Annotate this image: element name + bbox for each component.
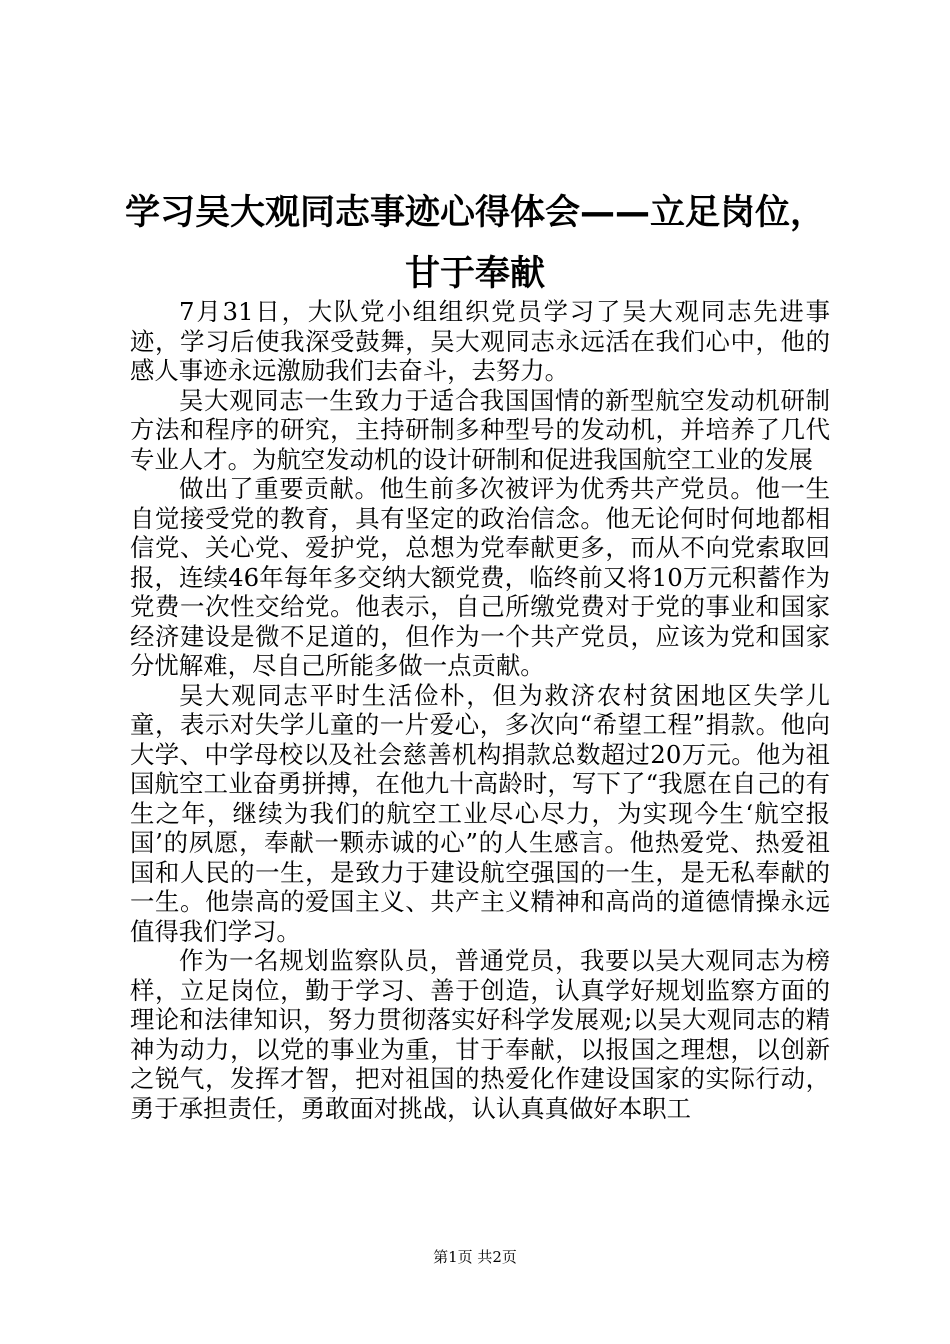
document-body (130, 297, 830, 1123)
page-footer: 第1页 共2页 (433, 1248, 517, 1266)
title-line-2: 甘于奉献 (404, 254, 545, 294)
paragraph-5: 作为一名规划监察队员，普通党员，我要以吴大观同志为榜样，立足岗位，勤于学习、善于创造，认真学好规划监察方面的理论和法律知识，努力贯彻落实好科学发展观;以吴大观同志的精神为动力，以党的事业为重，甘于奉献，以报国之理想，以创新之锐气，发挥才智，把对祖国的热爱化作建设国家的实际行动，勇于承担责任，勇敢面对挑战，认认真真做好本职工 (130, 946, 830, 1123)
paragraph-4: 吴大观同志平时生活俭朴，但为救济农村贫困地区失学儿童，表示对失学儿童的一片爱心，多次向“希望工程”捐款。他向大学、中学母校以及社会慈善机构捐款总数超过20万元。他为祖国航空工业奋勇拼搏，在他九十高龄时，写下了“我愿在自己的有生之年，继续为我们的航空工业尽心尽力，为实现今生‘航空报国’的夙愿，奉献一颗赤诚的心”的人生感言。他热爱党、热爱祖国和人民的一生，是致力于建设航空强国的一生，是无私奉献的一生。他崇高的爱国主义、共产主义精神和高尚的道德情操永远值得我们学习。 (130, 680, 830, 946)
paragraph-2: 吴大观同志一生致力于适合我国国情的新型航空发动机研制方法和程序的研究，主持研制多种型号的发动机，并培养了几代专业人才。为航空发动机的设计研制和促进我国航空工业的发展 (130, 385, 830, 474)
paragraph-3: 做出了重要贡献。他生前多次被评为优秀共产党员。他一生自觉接受党的教育，具有坚定的政治信念。他无论何时何地都相信党、关心党、爱护党，总想为党奉献更多，而从不向党索取回报，连续46年每年多交纳大额党费，临终前又将10万元积蓄作为党费一次性交给党。他表示，自己所缴党费对于党的事业和国家经济建设是微不足道的，但作为一个共产党员，应该为党和国家分忧解难，尽自己所能多做一点贡献。 (130, 474, 830, 680)
title-line-1: 学习吴大观同志事迹心得体会——立足岗位， (124, 193, 825, 233)
document-title (120, 183, 830, 305)
paragraph-1: 7月31日，大队党小组组织党员学习了吴大观同志先进事迹，学习后使我深受鼓舞，吴大观同志永远活在我们心中，他的感人事迹永远激励我们去奋斗，去努力。 (130, 297, 830, 385)
